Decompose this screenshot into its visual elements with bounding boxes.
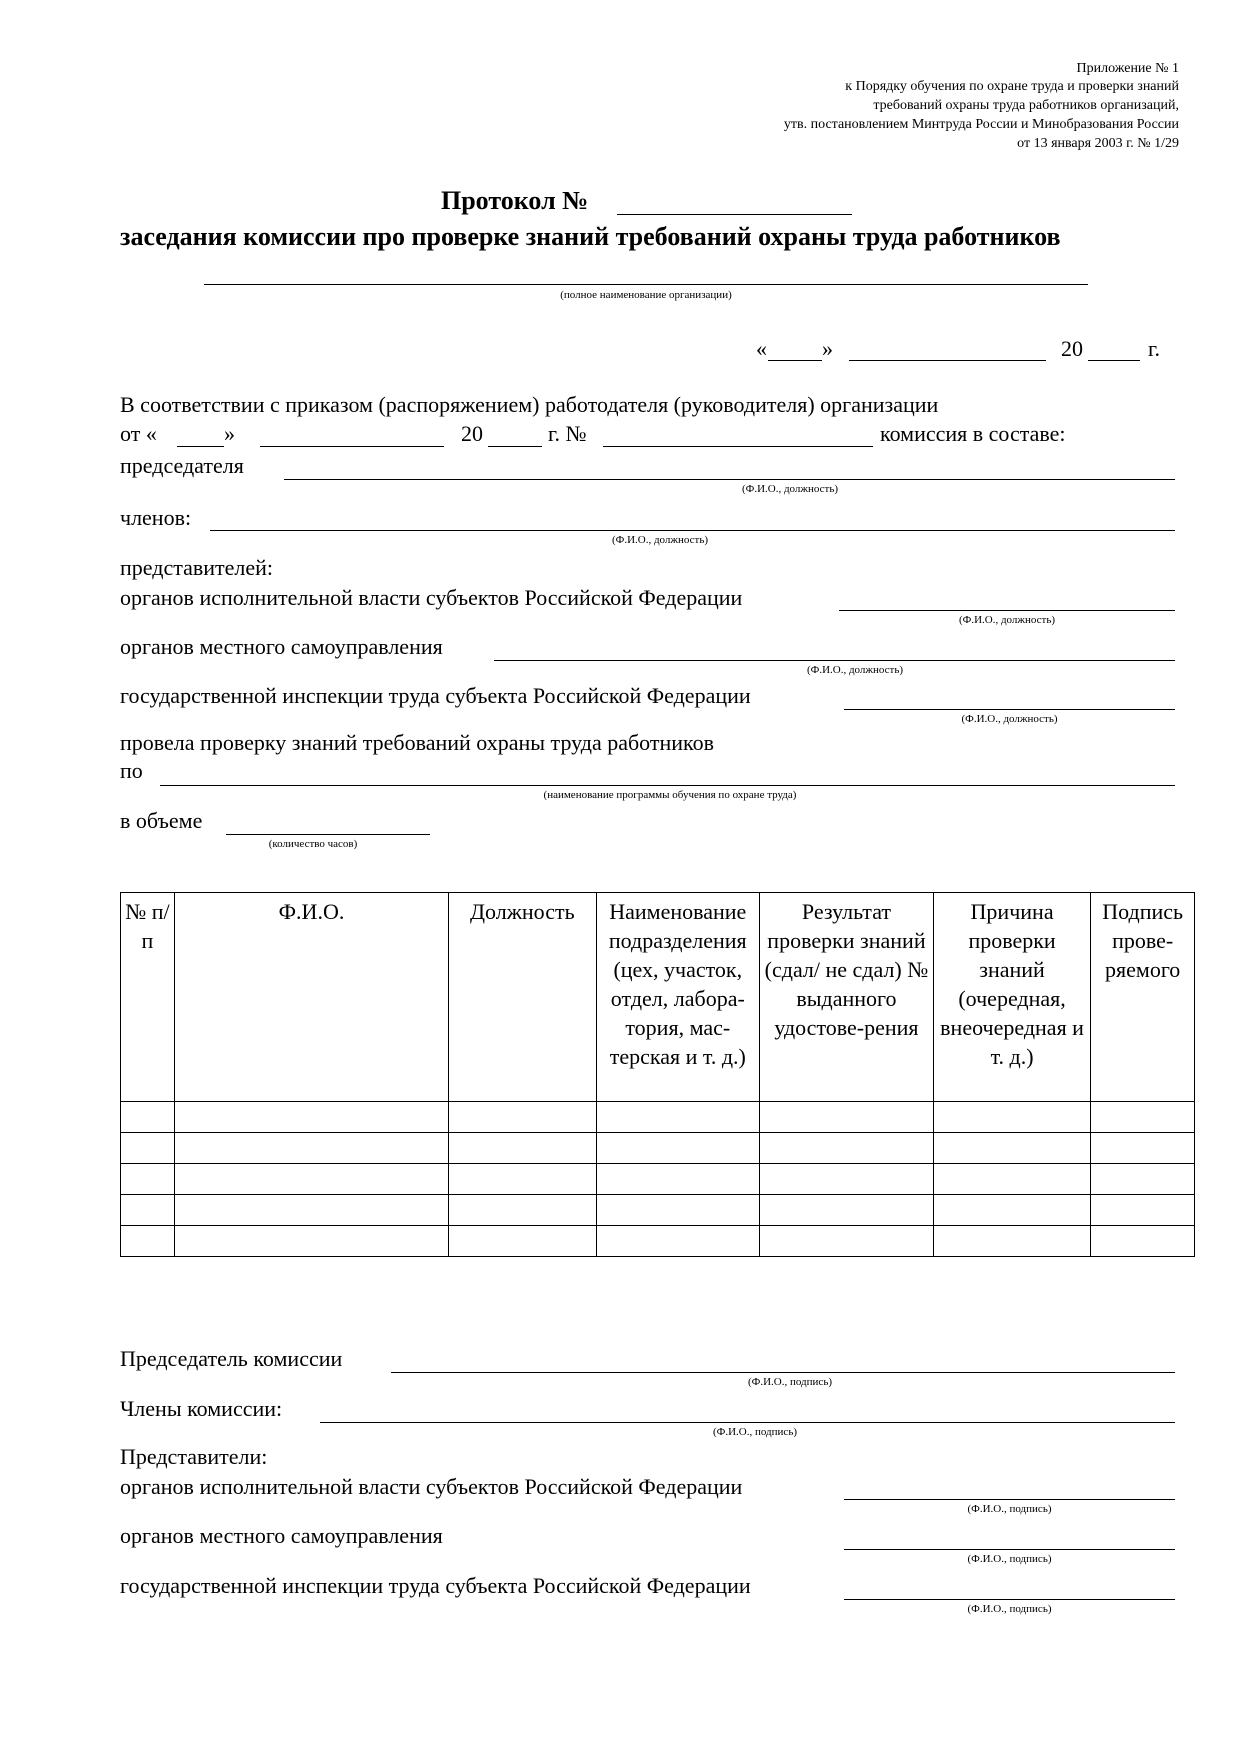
column-header-number: № п/п — [121, 893, 175, 1102]
rep-local-caption: (Ф.И.О., должность) — [806, 664, 904, 676]
protocol-number-field[interactable] — [617, 214, 852, 215]
date-day-field[interactable] — [768, 360, 822, 361]
table-cell[interactable] — [449, 1102, 596, 1133]
table-cell[interactable] — [1091, 1102, 1195, 1133]
table-cell[interactable] — [933, 1102, 1090, 1133]
table-cell[interactable] — [1091, 1133, 1195, 1164]
sign-chair-label: Председатель комиссии — [120, 1346, 343, 1371]
sign-chair-field[interactable] — [391, 1372, 1175, 1373]
order-year-prefix: 20 — [461, 421, 483, 446]
organization-name-field[interactable] — [204, 284, 1088, 285]
table-cell[interactable] — [933, 1226, 1090, 1257]
date-year-prefix: 20 — [1061, 336, 1083, 361]
order-year-field[interactable] — [488, 446, 542, 447]
sign-rep-local-caption: (Ф.И.О., подпись) — [967, 1553, 1052, 1565]
table-row — [121, 1164, 1195, 1195]
program-caption: (наименование программы обучения по охране труда) — [543, 789, 797, 801]
program-field[interactable] — [160, 785, 1175, 786]
column-header-reason: Причина проверки знаний (очередная, внеочередная и т. д.) — [933, 893, 1090, 1102]
table-header-row — [121, 893, 1195, 1102]
order-number-label: г. № — [548, 421, 587, 446]
rep-executive-field[interactable] — [839, 610, 1175, 611]
date-month-field[interactable] — [849, 360, 1046, 361]
table-cell[interactable] — [760, 1195, 934, 1226]
column-header-department: Наименование подразделения (цех, участок, отдел, лабора-тория, мас-терская и т. д.) — [596, 893, 760, 1102]
column-header-position: Должность — [449, 893, 596, 1102]
table-cell[interactable] — [596, 1164, 760, 1195]
table-cell[interactable] — [449, 1133, 596, 1164]
column-header-fio: Ф.И.О. — [174, 893, 448, 1102]
table-cell[interactable] — [174, 1226, 448, 1257]
order-text: В соответствии с приказом (распоряжением) работодателя (руководителя) организации — [120, 392, 939, 417]
date-close-quote: » — [822, 336, 833, 361]
rep-local-field[interactable] — [494, 660, 1175, 661]
table-cell[interactable] — [174, 1195, 448, 1226]
table-cell[interactable] — [760, 1102, 934, 1133]
results-table — [120, 892, 1195, 1257]
order-number-field[interactable] — [603, 446, 873, 447]
order-month-field[interactable] — [260, 446, 444, 447]
rep-executive-label: органов исполнительной власти субъектов Российской Федерации — [120, 585, 743, 610]
table-cell[interactable] — [174, 1164, 448, 1195]
rep-local-label: органов местного самоуправления — [120, 634, 443, 659]
table-row — [121, 1133, 1195, 1164]
table-cell[interactable] — [933, 1133, 1090, 1164]
sign-rep-executive-field[interactable] — [844, 1499, 1175, 1500]
sign-rep-executive-caption: (Ф.И.О., подпись) — [967, 1503, 1052, 1515]
table-row — [121, 1102, 1195, 1133]
check-text: провела проверку знаний требований охраны труда работников — [120, 730, 715, 755]
sign-members-field[interactable] — [320, 1422, 1175, 1423]
representatives-label: представителей: — [120, 555, 274, 580]
table-cell[interactable] — [596, 1102, 760, 1133]
check-po-label: по — [120, 758, 143, 783]
table-cell[interactable] — [121, 1164, 175, 1195]
table-cell[interactable] — [174, 1133, 448, 1164]
sign-rep-inspection-label: государственной инспекции труда субъекта Российской Федерации — [120, 1573, 751, 1598]
sign-rep-inspection-caption: (Ф.И.О., подпись) — [967, 1603, 1052, 1615]
protocol-subtitle: заседания комиссии про проверке знаний требований охраны труда работников — [120, 222, 1061, 251]
table-cell[interactable] — [596, 1195, 760, 1226]
appendix-line: к Порядку обучения по охране труда и проверки знаний — [845, 79, 1179, 94]
protocol-title: Протокол № — [441, 186, 589, 215]
appendix-line: от 13 января 2003 г. № 1/29 — [1017, 136, 1179, 151]
date-year-field[interactable] — [1088, 360, 1140, 361]
date-open-quote: « — [756, 336, 767, 361]
appendix-title: Приложение № 1 — [1076, 61, 1179, 76]
table-cell[interactable] — [449, 1226, 596, 1257]
table-cell[interactable] — [174, 1102, 448, 1133]
hours-caption: (количество часов) — [268, 838, 358, 850]
table-row — [121, 1226, 1195, 1257]
table-cell[interactable] — [760, 1133, 934, 1164]
sign-rep-local-field[interactable] — [844, 1549, 1175, 1550]
rep-executive-caption: (Ф.И.О., должность) — [958, 614, 1056, 626]
order-from-label: от « — [120, 421, 157, 446]
rep-inspection-field[interactable] — [844, 709, 1175, 710]
table-cell[interactable] — [121, 1102, 175, 1133]
table-cell[interactable] — [760, 1164, 934, 1195]
table-cell[interactable] — [449, 1195, 596, 1226]
table-cell[interactable] — [596, 1133, 760, 1164]
order-composition-label: комиссия в составе: — [880, 421, 1066, 446]
column-header-signature: Подпись прове-ряемого — [1091, 893, 1195, 1102]
table-cell[interactable] — [121, 1133, 175, 1164]
table-cell[interactable] — [121, 1195, 175, 1226]
volume-label: в объеме — [120, 808, 203, 833]
date-year-suffix: г. — [1148, 336, 1161, 361]
table-cell[interactable] — [596, 1226, 760, 1257]
chair-label: председателя — [120, 453, 244, 478]
hours-field[interactable] — [226, 834, 430, 835]
sign-members-label: Члены комиссии: — [120, 1396, 283, 1421]
table-cell[interactable] — [933, 1195, 1090, 1226]
sign-rep-local-label: органов местного самоуправления — [120, 1523, 443, 1548]
table-cell[interactable] — [760, 1226, 934, 1257]
rep-inspection-label: государственной инспекции труда субъекта Российской Федерации — [120, 683, 751, 708]
chair-field[interactable] — [284, 479, 1175, 480]
rep-inspection-caption: (Ф.И.О., должность) — [961, 713, 1058, 725]
table-cell[interactable] — [1091, 1164, 1195, 1195]
order-close-quote: » — [224, 421, 235, 446]
table-cell[interactable] — [1091, 1195, 1195, 1226]
order-day-field[interactable] — [177, 446, 224, 447]
table-cell[interactable] — [449, 1164, 596, 1195]
sign-members-caption: (Ф.И.О., подпись) — [713, 1426, 797, 1438]
sign-rep-inspection-field[interactable] — [844, 1599, 1175, 1600]
sign-rep-executive-label: органов исполнительной власти субъектов Российской Федерации — [120, 1474, 743, 1499]
sign-chair-caption: (Ф.И.О., подпись) — [748, 1376, 832, 1388]
appendix-line: требований охраны труда работников организаций, — [873, 98, 1179, 113]
chair-caption: (Ф.И.О., должность) — [741, 483, 839, 495]
column-header-result: Результат проверки знаний (сдал/ не сдал) № выданного удостове-рения — [760, 893, 934, 1102]
members-label: членов: — [120, 505, 192, 530]
sign-representatives-label: Представители: — [120, 1444, 268, 1469]
appendix-line: утв. постановлением Минтруда России и Минобразования России — [783, 117, 1179, 132]
table-cell[interactable] — [933, 1164, 1090, 1195]
table-row — [121, 1195, 1195, 1226]
members-field[interactable] — [210, 530, 1175, 531]
organization-caption: (полное наименование организации) — [560, 289, 732, 301]
table-cell[interactable] — [1091, 1226, 1195, 1257]
table-cell[interactable] — [121, 1226, 175, 1257]
members-caption: (Ф.И.О., должность) — [611, 534, 709, 546]
